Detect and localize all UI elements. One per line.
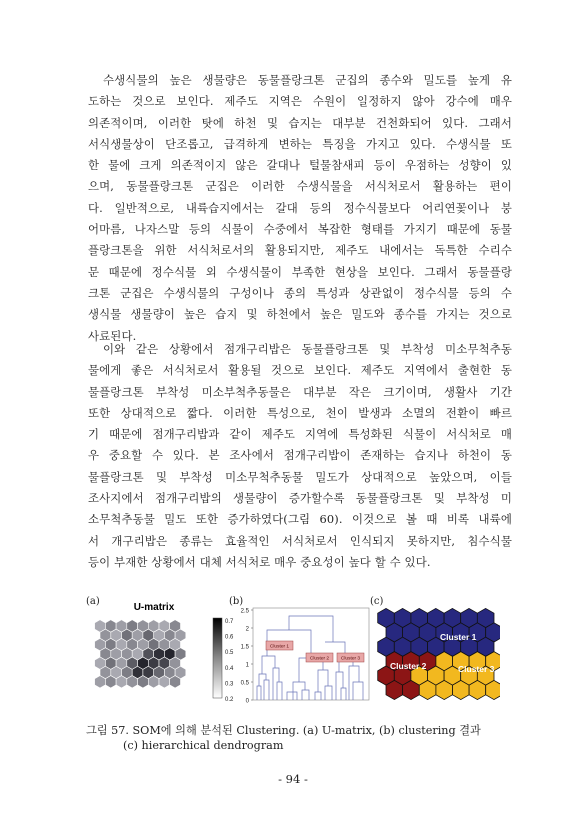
figure-panel-a bbox=[86, 596, 236, 706]
u-matrix-cell bbox=[138, 676, 149, 688]
text-line: 어마름, 나자스말 등의 식물이 수중에서 복잡한 형태를 가지기 때문에 동물 bbox=[88, 222, 512, 237]
text-line: 서 개구리밥은 종류는 효율적인 서식처로서 인식되지 못하지만, 침수식물 bbox=[88, 533, 512, 548]
dendrogram-y-tick-label: 1 bbox=[245, 662, 249, 669]
colorbar-tick-label: 0.5 bbox=[225, 650, 234, 657]
dendrogram-plot bbox=[229, 596, 371, 706]
text-line: 도하는 것으로 보인다. 제주도 지역은 수원이 일정하지 않아 강수에 매우 bbox=[88, 94, 512, 109]
paragraph-2 bbox=[88, 339, 512, 573]
cluster-map-label: Cluster 1 bbox=[440, 632, 477, 642]
text-line: 으며, 동물플랑크톤 군집은 이러한 수생식물을 서식처로서 활용하는 편이 bbox=[88, 179, 512, 194]
text-line: 한 물에 크게 의존적이지 않은 갈대나 털물참새피 등이 우점하는 성향이 있 bbox=[88, 158, 512, 173]
figure-panel-b bbox=[229, 596, 371, 706]
dendrogram-y-tick-label: 1.5 bbox=[240, 644, 249, 651]
u-matrix-cells bbox=[95, 620, 186, 688]
text-line: 의존적이며, 이러한 탓에 하천 및 습지는 대부분 건천화되어 있다. 그래서 bbox=[88, 115, 512, 130]
text-line: 크톤 군집은 수생식물의 구성이나 종의 특성과 상관없이 정수식물 등의 수 bbox=[88, 285, 512, 300]
cluster-map-plot bbox=[370, 596, 500, 706]
dendrogram-cluster-label: Cluster 2 bbox=[309, 656, 330, 662]
panel-a-label: (a) bbox=[86, 596, 100, 607]
u-matrix-cell bbox=[148, 676, 159, 688]
colorbar-tick-label: 0.4 bbox=[225, 665, 234, 672]
colorbar-tick-label: 0.3 bbox=[225, 681, 234, 688]
text-line: 물에게 좋은 서식처로서 활용될 것으로 보인다. 제주도 지역에서 출현한 동 bbox=[88, 363, 512, 378]
page-number: - 94 - bbox=[278, 772, 308, 786]
text-line: 물플랑크톤 및 부착성 미소무척추동물 밀도가 상대적으로 높았으며, 이들 bbox=[88, 469, 512, 484]
text-line: 등이 부재한 상황에서 대체 서식처로 매우 중요성이 높다 할 수 있다. bbox=[88, 554, 431, 569]
u-matrix-cell bbox=[95, 676, 106, 688]
u-matrix-cell bbox=[105, 676, 116, 688]
text-line: 물플랑크톤 부착성 미소부척추동물은 대부분 작은 크기이며, 생활사 기간 bbox=[88, 384, 512, 399]
colorbar-tick-label: 0.7 bbox=[225, 619, 234, 625]
text-line: 조사지에서 점개구리밥의 생물량이 증가할수록 동물플랑크톤 및 부착성 미 bbox=[88, 491, 512, 506]
dendrogram-y-tick-label: 2 bbox=[245, 626, 249, 633]
panel-c-label: (c) bbox=[370, 596, 384, 607]
dendrogram-y-ticks bbox=[241, 609, 253, 705]
u-matrix-title: U-matrix bbox=[133, 602, 175, 613]
colorbar-tick-label: 0.2 bbox=[225, 697, 234, 703]
u-matrix-cell bbox=[127, 676, 138, 688]
text-line: 생식물 생물량이 높은 습지 및 하천에서 높은 밀도와 종수를 가지는 것으로 bbox=[88, 307, 512, 322]
paragraph-1 bbox=[88, 70, 512, 347]
u-matrix-plot bbox=[86, 596, 236, 706]
text-line: 플랑크톤을 위한 서식처로서의 활용되지만, 제주도 내에서는 독특한 수리수 bbox=[88, 243, 512, 258]
dendrogram-y-tick-label: 2.5 bbox=[240, 608, 249, 615]
dendrogram-y-tick-label: 0.5 bbox=[240, 680, 249, 687]
text-line: 사료된다. bbox=[88, 328, 137, 343]
u-matrix-cell bbox=[159, 676, 170, 688]
u-matrix-cell bbox=[170, 676, 181, 688]
text-line: 문 때문에 정수식물 외 수생식물이 부족한 현상을 보인다. 그래서 동물플랑 bbox=[88, 264, 512, 279]
text-line: 다. 일반적으로, 내륙습지에서는 갈대 등의 정수식물보다 어리연꽃이나 붕 bbox=[88, 200, 512, 215]
text-line: 기 때문에 점개구리밥과 같이 제주도 지역에 특성화된 식물이 서식처로 매 bbox=[88, 427, 512, 442]
colorbar-tick-label: 0.6 bbox=[225, 634, 234, 641]
figure-panel-c bbox=[370, 596, 500, 706]
u-matrix-cell bbox=[116, 676, 127, 688]
text-line: 우 중요할 수 있다. 본 조사에서 점개구리밥이 존재하는 습지나 하천이 동 bbox=[88, 448, 512, 463]
text-line: 수생식물의 높은 생물량은 동물플랑크톤 군집의 종수와 밀도를 높게 유 bbox=[103, 73, 512, 87]
cluster-map-cells bbox=[378, 608, 500, 699]
dendrogram-y-tick-label: 0 bbox=[245, 698, 249, 705]
colorbar bbox=[213, 618, 222, 698]
cluster-map-label: Cluster 3 bbox=[458, 664, 495, 674]
text-line: 이와 같은 상황에서 점개구리밥은 동물플랑크톤 및 부착성 미소무척추동 bbox=[103, 342, 512, 356]
text-line: 또한 상대적으로 짧다. 이러한 특성으로, 천이 발생과 소멸의 전환이 빠르 bbox=[88, 405, 512, 420]
figure-caption-line-1: 그림 57. SOM에 의해 분석된 Clustering. (a) U-matrix, (b) clustering 결과 bbox=[86, 724, 481, 737]
panel-b-label: (b) bbox=[229, 596, 244, 607]
cluster-map-label: Cluster 2 bbox=[390, 661, 427, 671]
text-line: 서식생물상이 단조롭고, 급격하게 변하는 특징을 가지고 있다. 수생식물 또 bbox=[88, 136, 512, 151]
dendrogram-cluster-label: Cluster 3 bbox=[340, 656, 361, 662]
text-line: 소무척추동물 밀도 또한 증가하였다(그림 60). 이것으로 볼 때 비록 내륙에 bbox=[88, 512, 512, 527]
figure-caption-line-2: (c) hierarchical dendrogram bbox=[123, 739, 284, 752]
dendrogram-cluster-label: Cluster 1 bbox=[269, 644, 290, 650]
